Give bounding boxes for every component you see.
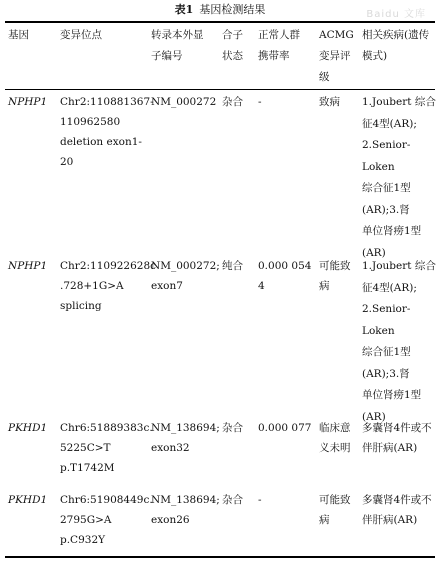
cell-gene: NPHP1 [8,96,48,108]
bottom-rule [5,556,435,558]
cell-carrier-rate: - [258,494,262,506]
cell-transcript: NM_138694; exon26 [151,494,220,526]
cell-disease: 多囊肾4件或不 伴肝病(AR) [362,422,432,454]
cell-gene: PKHD1 [8,422,48,434]
cell-carrier-rate: - [258,96,262,108]
cell-carrier-rate: 0.000 077 [258,422,312,434]
cell-gene: NPHP1 [8,260,48,272]
cell-locus: Chr2:110881367- 110962580 deletion exon1-20 [60,96,154,168]
table-number: 表1 [174,3,194,16]
header-gene: 基因 [8,29,29,41]
cell-carrier-rate: 0.000 054 4 [258,260,312,292]
cell-disease: 1.Joubert 综合 征4型(AR); 2.Senior-Loken 综合征1型 (AR);3.肾 单位肾痨1型 (AR) [362,260,436,423]
header-locus: 变异位点 [60,29,102,41]
cell-acmg: 可能致 病 [319,494,351,526]
cell-acmg: 临床意 义未明 [319,422,351,454]
cell-locus: Chr2:110922628c .728+1G>A splicing [60,260,157,312]
header-transcript: 转录本外显 子编号 [151,29,204,62]
cell-gene: PKHD1 [8,494,48,506]
header-rule [5,89,435,90]
cell-locus: Chr6:51889383c. 5225C>T p.T1742M [60,422,153,474]
cell-zygosity: 纯合 [222,260,243,272]
watermark: Baidu 文库 [366,9,426,20]
cell-disease: 多囊肾4件或不 伴肝病(AR) [362,494,432,526]
cell-acmg: 致病 [319,96,340,108]
header-acmg: ACMG 变异评 级 [319,29,354,83]
top-rule [5,21,435,23]
header-disease: 相关疾病(遗传 模式) [362,29,430,62]
cell-zygosity: 杂合 [222,96,243,108]
header-carrier-rate: 正常人群 携带率 [258,29,300,62]
cell-zygosity: 杂合 [222,494,243,506]
cell-locus: Chr6:51908449c. 2795G>A p.C932Y [60,494,153,546]
header-zygosity: 合子 状态 [222,29,243,62]
cell-transcript: NM_000272 [151,96,217,108]
cell-transcript: NM_000272; exon7 [151,260,220,292]
cell-acmg: 可能致 病 [319,260,351,292]
cell-zygosity: 杂合 [222,422,243,434]
table-caption: 基因检测结果 [199,3,266,16]
cell-transcript: NM_138694; exon32 [151,422,220,454]
cell-disease: 1.Joubert 综合 征4型(AR); 2.Senior-Loken 综合征1型 (AR);3.肾 单位肾痨1型 (AR) [362,96,436,259]
